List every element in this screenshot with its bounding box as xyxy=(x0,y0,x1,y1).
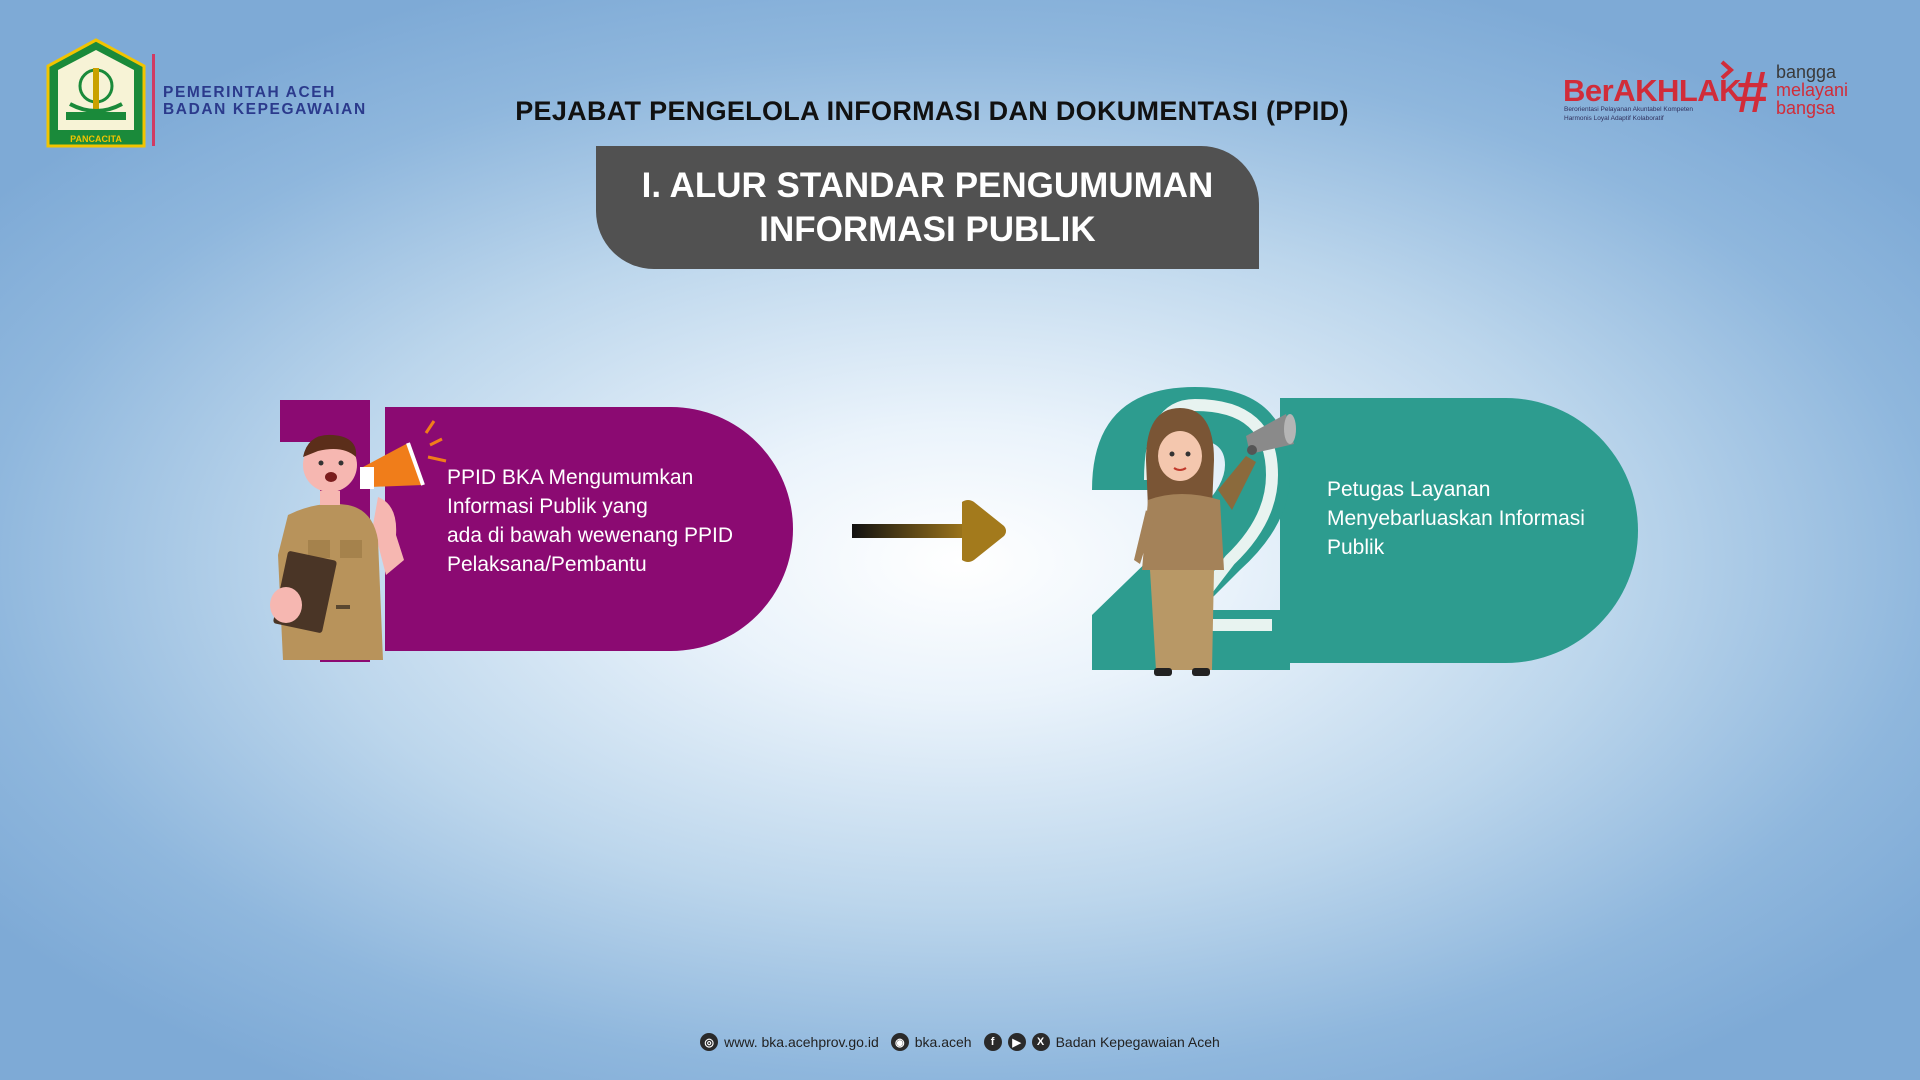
officer-woman-with-megaphone-illustration xyxy=(1128,400,1308,680)
page-title: PEJABAT PENGELOLA INFORMASI DAN DOKUMENTASI (PPID) xyxy=(515,96,1349,126)
youtube-icon: ▶ xyxy=(1008,1033,1026,1051)
section-title-line-2: INFORMASI PUBLIK xyxy=(759,209,1096,249)
step-1-text xyxy=(447,463,767,579)
tag-word-3: bangsa xyxy=(1776,98,1836,118)
megaphone-icon xyxy=(360,421,446,489)
emblem-text: PANCACITA xyxy=(70,134,122,144)
flow-arrow-icon xyxy=(852,498,1008,564)
chevron-right-icon xyxy=(1718,60,1736,80)
step-1-line-1: PPID BKA Mengumumkan xyxy=(447,466,694,489)
social-name-text: Badan Kepegawaian Aceh xyxy=(1055,1034,1220,1050)
step-2-text xyxy=(1327,475,1627,562)
aceh-emblem-logo xyxy=(44,38,148,148)
section-title-line-1: I. ALUR STANDAR PENGUMUMAN xyxy=(641,165,1214,205)
officer-with-megaphone-illustration xyxy=(258,405,478,670)
footer-social[interactable] xyxy=(984,1033,1220,1051)
footer-instagram[interactable] xyxy=(891,1033,972,1051)
org-line-1: PEMERINTAH ACEH xyxy=(163,84,336,101)
megaphone-icon xyxy=(1246,414,1296,455)
website-text: www. bka.acehprov.go.id xyxy=(724,1034,879,1050)
berakhlak-subtitle-2: Harmonis Loyal Adaptif Kolaboratif xyxy=(1564,115,1664,122)
section-title-box xyxy=(596,146,1259,269)
step-2-line-3: Publik xyxy=(1327,536,1385,559)
berakhlak-name: BerAKHLAK xyxy=(1563,73,1742,108)
facebook-icon: f xyxy=(984,1033,1002,1051)
step-2-line-1: Petugas Layanan xyxy=(1327,478,1491,501)
globe-icon: ◎ xyxy=(700,1033,718,1051)
step-1-line-2: Informasi Publik yang xyxy=(447,495,648,518)
hashtag-icon: # xyxy=(1736,60,1769,125)
tag-word-1: bangga xyxy=(1776,62,1837,82)
footer xyxy=(0,1033,1920,1051)
footer-website[interactable] xyxy=(700,1033,879,1051)
step-1-line-4: Pelaksana/Pembantu xyxy=(447,553,647,576)
org-line-2: BADAN KEPEGAWAIAN xyxy=(163,101,367,118)
berakhlak-logo xyxy=(1560,60,1880,130)
tag-word-2: melayani xyxy=(1776,80,1849,100)
instagram-text: bka.aceh xyxy=(914,1034,972,1050)
bangga-melayani-bangsa xyxy=(1776,63,1848,117)
step-1-line-3: ada di bawah wewenang PPID xyxy=(447,524,734,547)
berakhlak-subtitle-1: Berorientasi Pelayanan Akuntabel Kompeten xyxy=(1564,106,1694,113)
instagram-icon: ◉ xyxy=(891,1033,909,1051)
x-icon: X xyxy=(1032,1033,1050,1051)
step-2-line-2: Menyebarluaskan Informasi xyxy=(1327,507,1585,530)
